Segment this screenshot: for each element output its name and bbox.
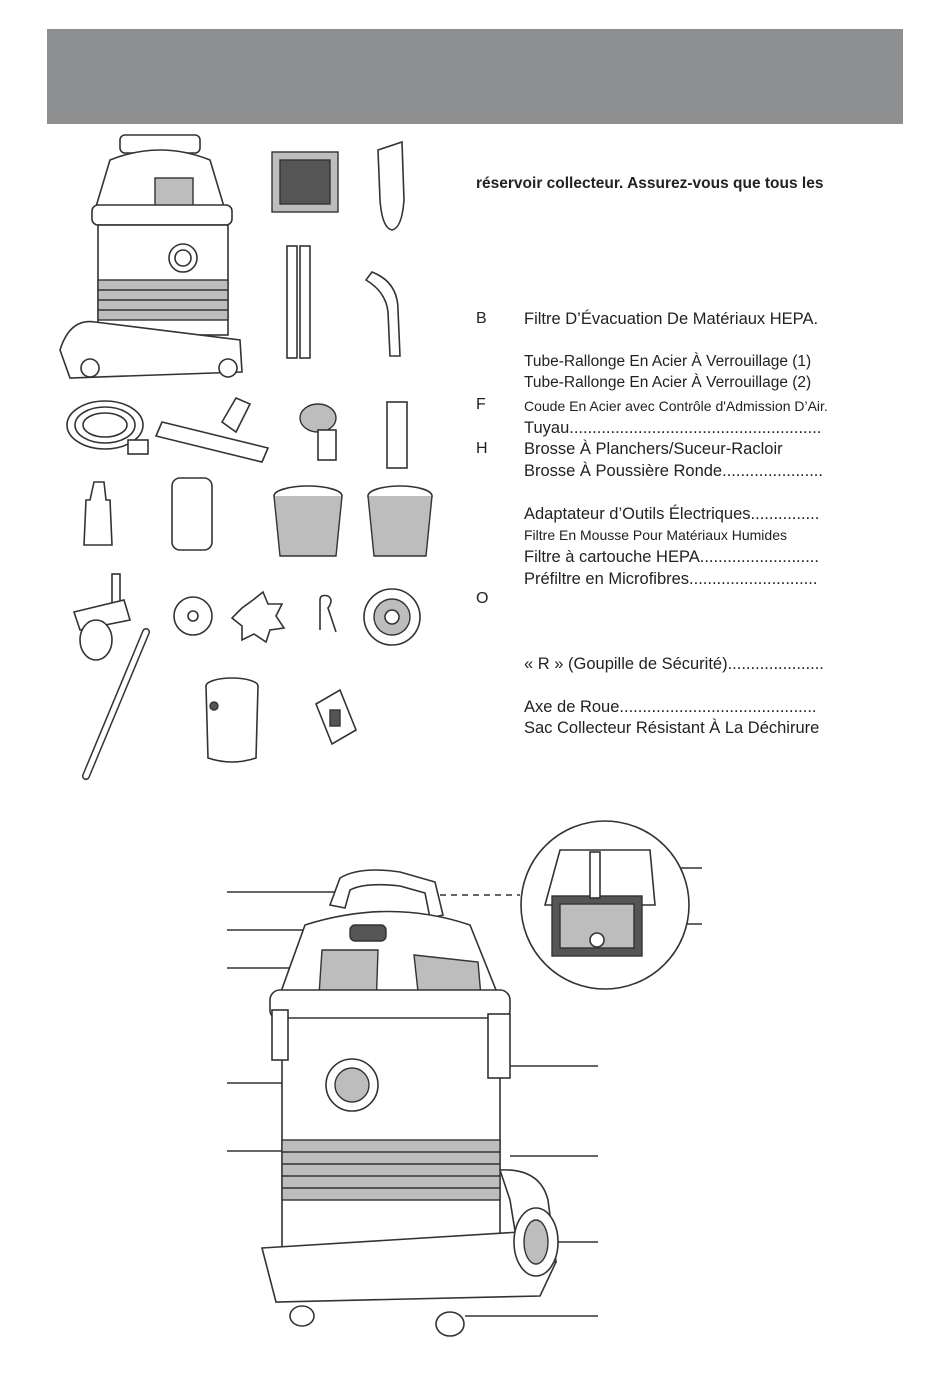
part-hose: Tuyau....................................................... xyxy=(524,419,822,437)
part-hepa-exhaust-filter: Filtre D’Évacuation De Matériaux HEPA. xyxy=(524,310,819,328)
latch-illustration xyxy=(350,925,386,941)
tank-illustration xyxy=(282,1018,500,1250)
part-round-dust-brush: Brosse À Poussière Ronde...................... xyxy=(524,462,823,480)
part-collection-bag: Sac Collecteur Résistant À La Déchirure xyxy=(524,719,820,737)
part-floor-brush: Brosse À Planchers/Suceur-Racloir xyxy=(524,440,783,458)
band-illustration xyxy=(282,1140,500,1200)
part-letter-b: B xyxy=(476,310,487,327)
part-extension-tube-2: Tube-Rallonge En Acier À Verrouillage (2) xyxy=(524,374,812,391)
part-wheel-axle: Axe de Roue........................................... xyxy=(524,698,817,716)
part-power-tool-adapter: Adaptateur d’Outils Électriques............... xyxy=(524,505,820,523)
intro-text: réservoir collecteur. Assurez-vous que tous les xyxy=(476,175,824,192)
part-extension-tube-1: Tube-Rallonge En Acier À Verrouillage (1) xyxy=(524,353,812,370)
part-r-pin: « R » (Goupille de Sécurité)..................... xyxy=(524,655,824,673)
part-letter-o: O xyxy=(476,590,489,607)
part-steel-elbow: Coude En Acier avec Contrôle d'Admission D’Air. xyxy=(524,398,828,414)
part-foam-filter: Filtre En Mousse Pour Matériaux Humides xyxy=(524,527,787,543)
part-microfiber-prefilter: Préfiltre en Microfibres............................ xyxy=(524,570,818,588)
part-letter-f: F xyxy=(476,396,486,413)
part-hepa-cartridge-filter: Filtre à cartouche HEPA.......................... xyxy=(524,548,819,566)
part-letter-h: H xyxy=(476,440,488,457)
